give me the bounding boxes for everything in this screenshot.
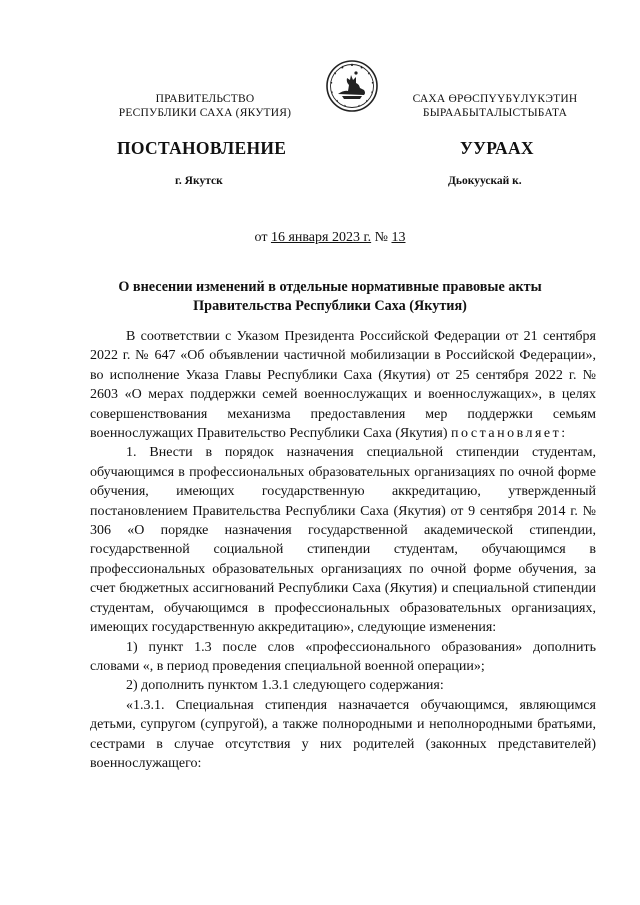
preamble-text: В соответствии с Указом Президента Российской Федерации от 21 сентября 2022 г. № 647 «Об объявлении частичной мобилизации в Российской Федерации», во исполнение Указа Главы Республики Саха (Якутия) от 25 сентября 2022 г. № 2603 «О мерах поддержки семей военнослужащих и военнослужащих», в целях совершенствования механизма предоставления мер поддержки семьям военнослужащих Правительство Республики Саха (Якутия) — [90, 329, 596, 442]
paragraph-subitem-2: 2) дополнить пунктом 1.3.1 следующего содержания: — [126, 678, 444, 694]
document-title — [90, 278, 570, 316]
document-date: 16 января 2023 г. — [270, 230, 372, 245]
header-right — [395, 92, 595, 120]
paragraph-subitem-1: 1) пункт 1.3 после слов «профессионального образования» дополнить словами «, в период проведения специальной военной операции»; — [90, 639, 596, 674]
header-right-line2: БЫРААБЫТАЛЫСТЫБАТА — [422, 107, 568, 119]
paragraph-clause-1-3-1: «1.3.1. Специальная стипендия назначается обучающимся, являющимся детьми, супругом (супругой), а также полнородными и неполнородными братьями, сестрами в случае отсутствия у них родителей (законных представителей) военнослужащего: — [90, 697, 596, 771]
document-title-line1: О внесении изменений в отдельные нормативные правовые акты — [118, 279, 542, 295]
city-yakut: Дьокуускай к. — [448, 175, 522, 187]
date-prefix: от — [254, 230, 271, 245]
document-number: 13 — [391, 230, 406, 245]
doc-type-yakut: УУРААХ — [460, 138, 534, 158]
header-right-line1: САХА ӨРӨСПҮҮБҮЛҮКЭТИН — [412, 93, 578, 105]
paragraph-preamble — [90, 327, 596, 443]
paragraph-item-1: 1. Внести в порядок назначения специальной стипендии студентам, обучающимся в профессиональных образовательных организациях по очной форме обучения, имеющих государственную аккредитацию, утвержденный постановлением Правительства Республики Саха (Якутия) от 9 сентября 2014 г. № 306 «О порядке назначения государственной академической стипендии, государственной социальной стипендии студентам, обучающимся в профессиональных образовательных организациях по очной форме обучения, за счет бюджетных ассигнований Республики Саха (Якутия) и специальной стипендии студентам, обучающимся в профессиональных образовательных организациях, имеющих государственную аккредитацию», следующие изменения: — [90, 445, 596, 636]
republic-sakha-emblem-icon — [326, 60, 378, 112]
document-title-line2: Правительства Республики Саха (Якутия) — [193, 298, 467, 314]
number-prefix: № — [371, 230, 392, 245]
header-left — [105, 92, 305, 120]
document-date-line — [10, 230, 640, 246]
header-left-line2: РЕСПУБЛИКИ САХА (ЯКУТИЯ) — [118, 107, 292, 119]
header-left-line1: ПРАВИТЕЛЬСТВО — [155, 93, 255, 105]
city-russian: г. Якутск — [175, 175, 223, 187]
document-body — [90, 327, 596, 773]
doc-type-russian: ПОСТАНОВЛЕНИЕ — [117, 138, 287, 158]
preamble-resolves: постановляет: — [451, 426, 568, 442]
